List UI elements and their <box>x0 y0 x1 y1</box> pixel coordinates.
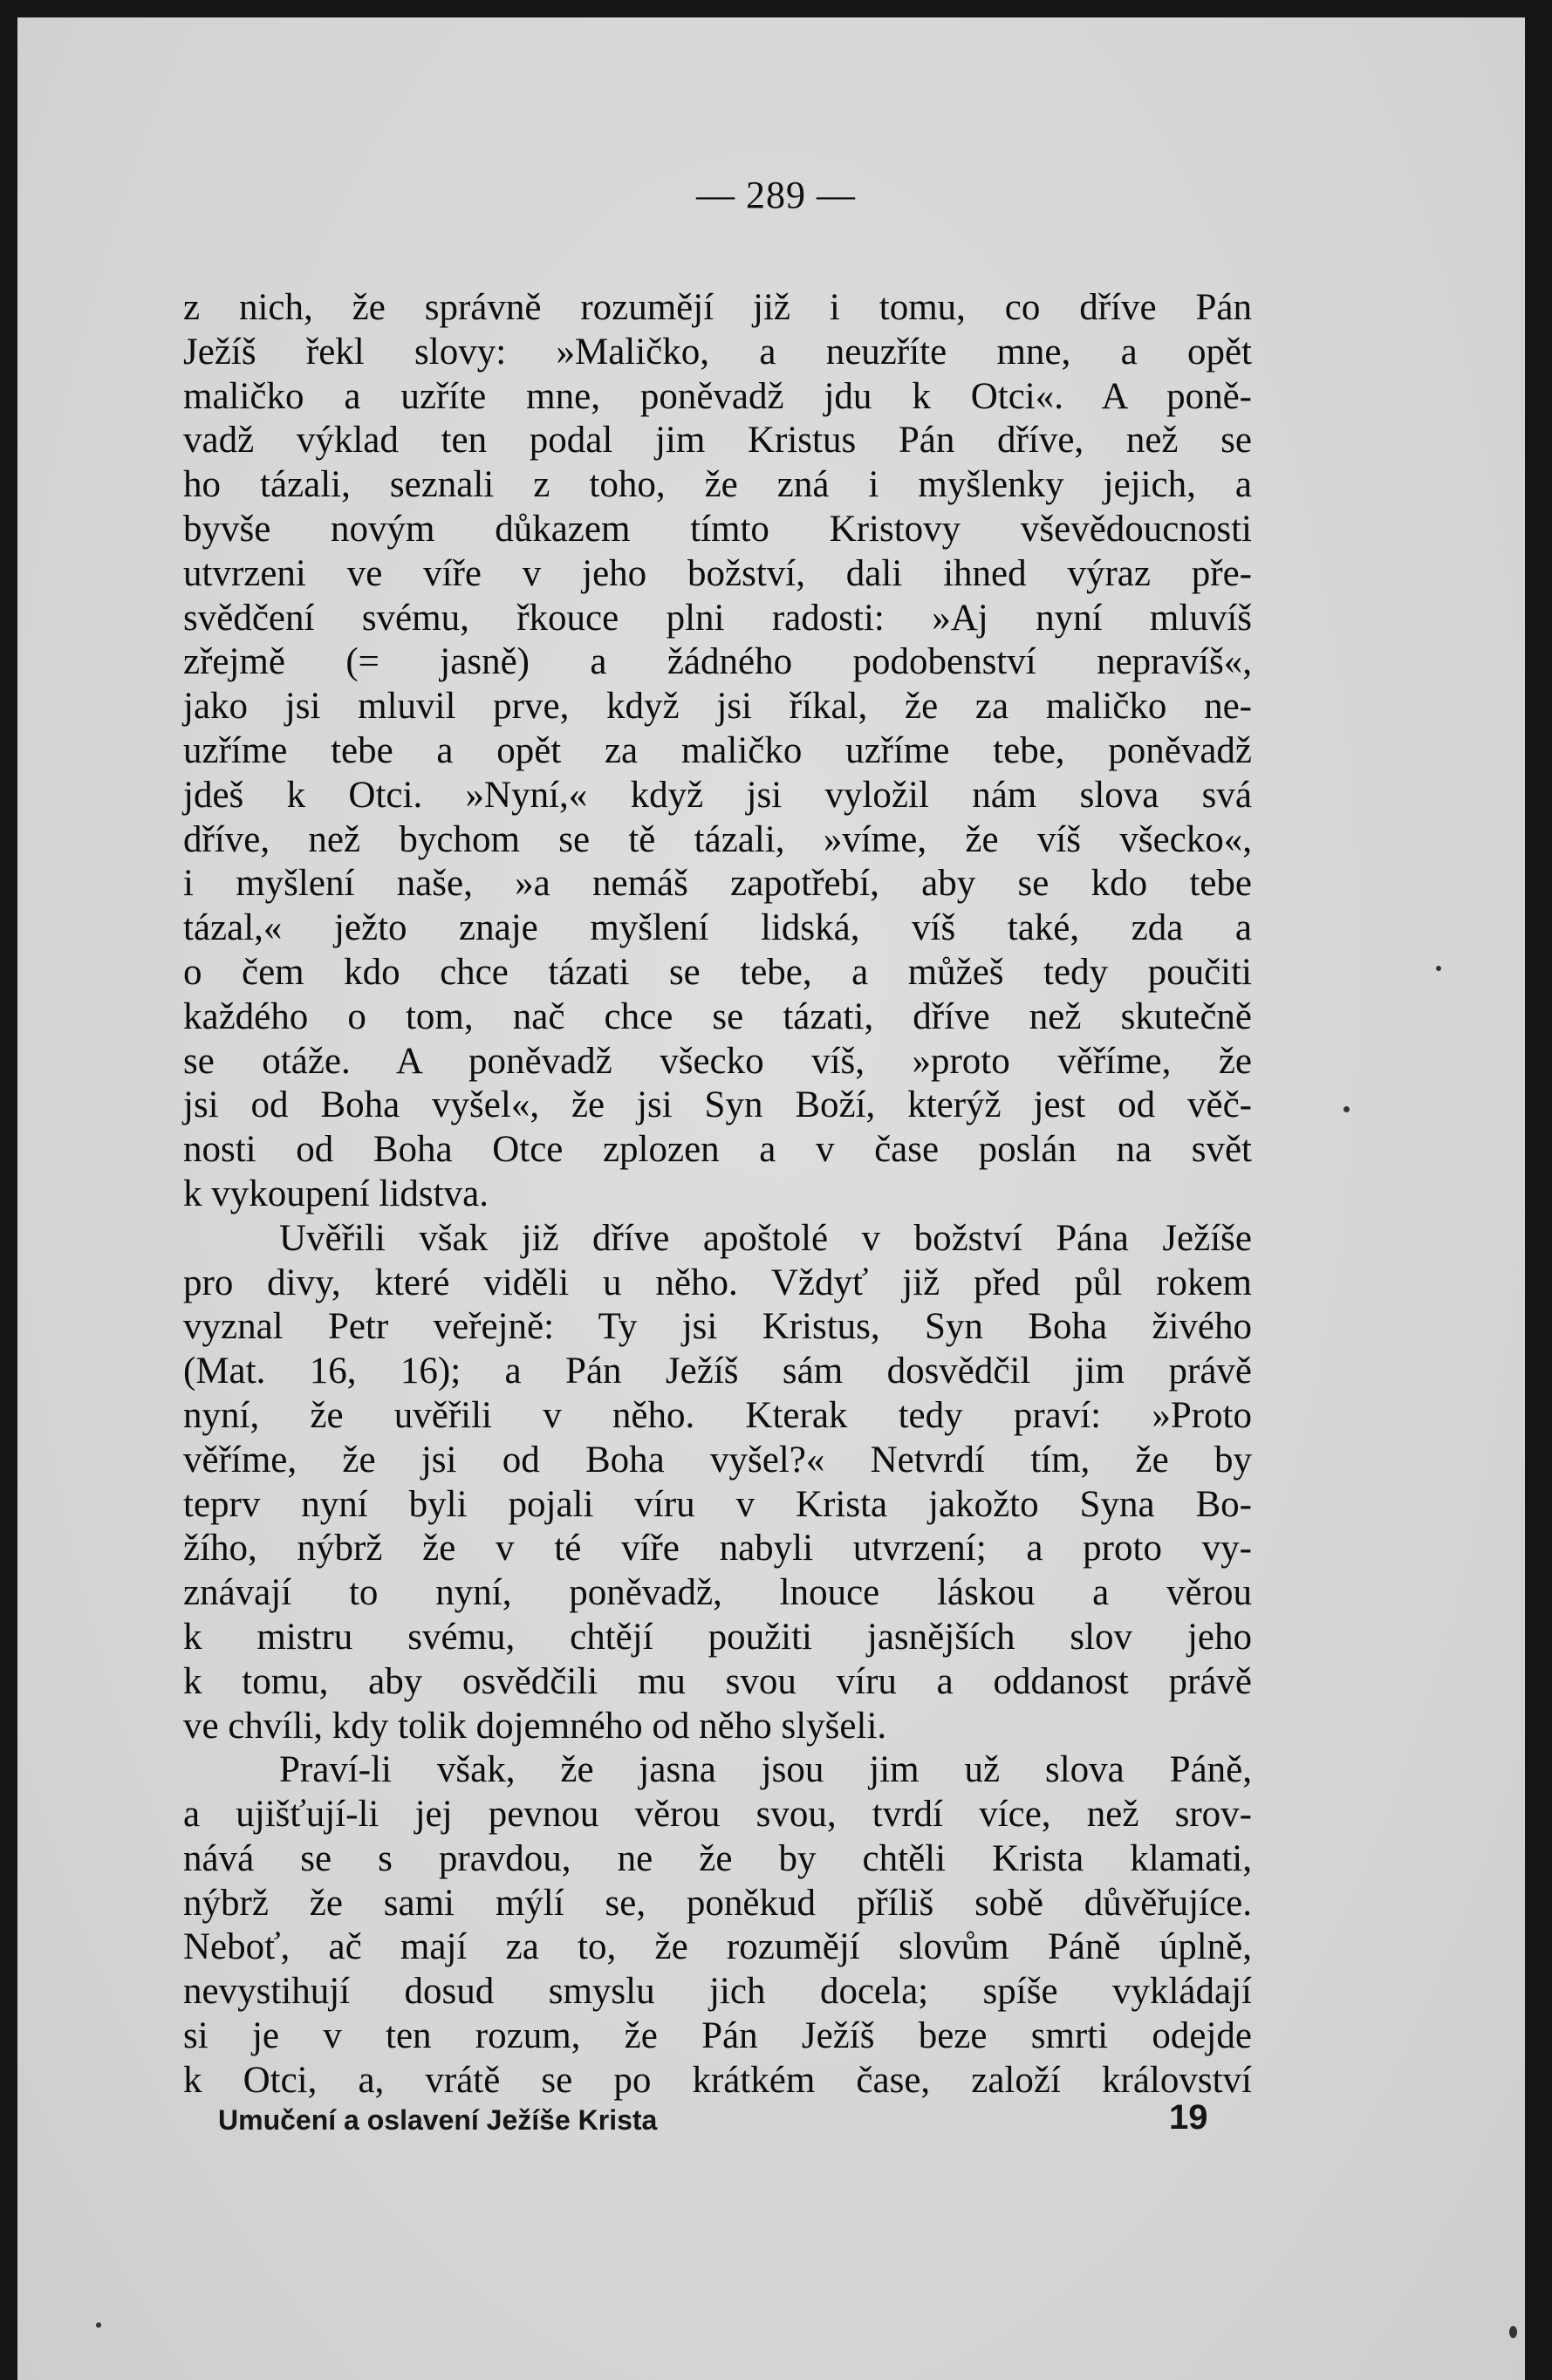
text-line: k mistru svému, chtějí použiti jasnějších slov jeho <box>183 1616 1252 1658</box>
text-line: věříme, že jsi od Boha vyšel?« Netvrdí tím, že by <box>183 1439 1252 1481</box>
text-line: jsi od Boha vyšel«, že jsi Syn Boží, kterýž jest od věč- <box>183 1084 1252 1126</box>
text-line: (Mat. 16, 16); a Pán Ježíš sám dosvědčil jim právě <box>183 1351 1252 1392</box>
text-line: jako jsi mluvil prve, když jsi říkal, že za maličko ne- <box>183 686 1252 728</box>
text-line: Praví-li však, že jasna jsou jim už slova Páně, <box>279 1749 1252 1791</box>
text-line: k tomu, aby osvědčili mu svou víru a oddanost právě <box>183 1660 1252 1702</box>
text-line: k vykoupení lidstva. <box>183 1173 489 1214</box>
text-line: Neboť, ač mají za to, že rozumějí slovům Páně úplně, <box>183 1926 1252 1968</box>
text-line: žího, nýbrž že v té víře nabyli utvrzení; a proto vy- <box>183 1528 1252 1570</box>
dust-speck <box>96 2322 101 2328</box>
text-line: ho tázali, seznali z toho, že zná i myšlenky jejich, a <box>183 464 1252 506</box>
text-line: nosti od Boha Otce zplozen a v čase poslán na svět <box>183 1129 1252 1171</box>
text-line: vyznal Petr veřejně: Ty jsi Kristus, Syn Boha živého <box>183 1306 1252 1348</box>
text-line: Ježíš řekl slovy: »Maličko, a neuzříte mne, a opět <box>183 331 1252 373</box>
signature-mark: 19 <box>1169 2098 1208 2137</box>
text-line: jdeš k Otci. »Nyní,« když jsi vyložil nám slova svá <box>183 774 1252 816</box>
text-line: svědčení svému, řkouce plni radosti: »Aj nyní mluvíš <box>183 597 1252 639</box>
text-line: utvrzeni ve víře v jeho božství, dali ihned výraz pře- <box>183 552 1252 594</box>
text-line: o čem kdo chce tázati se tebe, a můžeš tedy poučiti <box>183 951 1252 993</box>
text-line: teprv nyní byli pojali víru v Krista jakožto Syna Bo- <box>183 1483 1252 1525</box>
text-line: nýbrž že sami mýlí se, poněkud příliš sobě důvěřujíce. <box>183 1882 1252 1924</box>
text-line: se otáže. A poněvadž všecko víš, »proto věříme, že <box>183 1040 1252 1082</box>
text-line: každého o tom, nač chce se tázati, dříve než skutečně <box>183 995 1252 1037</box>
text-line: nává se s pravdou, ne že by chtěli Krista klamati, <box>183 1837 1252 1879</box>
text-line: si je v ten rozum, že Pán Ježíš beze smrti odejde <box>183 2015 1252 2057</box>
dust-speck <box>1436 966 1441 971</box>
dust-speck <box>1509 2326 1517 2338</box>
text-line: uzříme tebe a opět za maličko uzříme tebe, poněvadž <box>183 729 1252 771</box>
text-line: pro divy, které viděli u něho. Vždyť již před půl rokem <box>183 1262 1252 1303</box>
text-line: vadž výklad ten podal jim Kristus Pán dříve, než se <box>183 420 1252 462</box>
text-line: byvše novým důkazem tímto Kristovy vševědoucnosti <box>183 508 1252 550</box>
page-number: — 289 — <box>696 174 856 216</box>
body-text <box>183 286 1252 2103</box>
text-line: z nich, že správně rozumějí již i tomu, co dříve Pán <box>183 287 1252 328</box>
dust-speck <box>1343 1106 1350 1112</box>
text-line: nevystihují dosud smyslu jich docela; spíše vykládají <box>183 1971 1252 2013</box>
text-line: Uvěřili však již dříve apoštolé v božství Pána Ježíše <box>279 1217 1252 1259</box>
text-line: dříve, než bychom se tě tázali, »víme, že víš všecko«, <box>183 818 1252 860</box>
text-line: tázal,« ježto znaje myšlení lidská, víš také, zda a <box>183 907 1252 949</box>
text-line: znávají to nyní, poněvadž, lnouce láskou a věrou <box>183 1572 1252 1614</box>
text-line: maličko a uzříte mne, poněvadž jdu k Otci«. A poně- <box>183 375 1252 417</box>
text-line: ve chvíli, kdy tolik dojemného od něho slyšeli. <box>183 1705 887 1747</box>
text-line: zřejmě (= jasně) a žádného podobenství nepravíš«, <box>183 641 1252 683</box>
text-line: i myšlení naše, »a nemáš zapotřebí, aby se kdo tebe <box>183 863 1252 905</box>
text-line: nyní, že uvěřili v něho. Kterak tedy praví: »Proto <box>183 1394 1252 1436</box>
footer-book-title: Umučení a oslavení Ježíše Krista <box>218 2104 658 2136</box>
text-line: a ujišťují-li jej pevnou věrou svou, tvrdí více, než srov- <box>183 1794 1252 1836</box>
text-line: k Otci, a, vrátě se po krátkém čase, založí království <box>183 2059 1252 2101</box>
